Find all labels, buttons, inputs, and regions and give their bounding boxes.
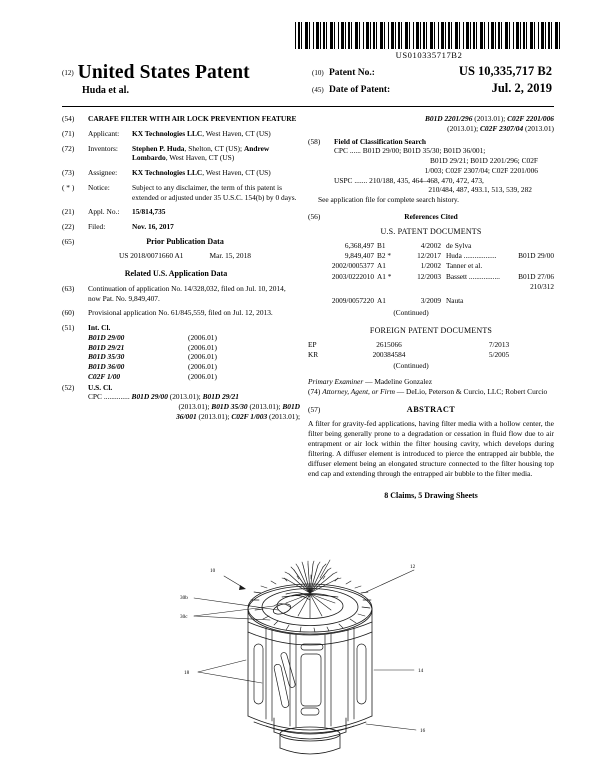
ref-subclass: 210/312: [530, 281, 554, 291]
field-of-search-heading: Field of Classification Search: [334, 136, 427, 146]
notice-label: Notice:: [88, 182, 110, 192]
int-cl-heading: Int. Cl.: [88, 323, 111, 333]
attorney-label: Attorney, Agent, or Firm: [322, 386, 395, 396]
ref-class: B01D 29/00: [518, 251, 554, 261]
cpc-code: B01D 2201/296: [424, 114, 473, 123]
field-57-abstract-heading: [308, 405, 554, 416]
cpc-code: B01D 29/00: [131, 392, 168, 402]
cpc-continuation-line-2: [308, 124, 554, 134]
code-45: (45): [312, 86, 324, 94]
ref-class: [511, 261, 554, 271]
filter-cartridge-drawing: [170, 548, 450, 778]
fos-cpc-line-2: B01D 29/21; B01D 2201/296; C02F: [430, 156, 538, 166]
inventors-label: Inventors:: [88, 143, 118, 153]
table-row: [308, 272, 554, 282]
us-cl-line-2: [88, 402, 300, 412]
barcode-image: [295, 22, 563, 49]
applicant-name: KX Technologies LLC: [132, 128, 203, 138]
int-cl-row: [88, 362, 300, 372]
ref-leader-dots: .................: [467, 271, 500, 281]
body-bottom-curve: [248, 716, 372, 730]
body-slot-angled: [273, 664, 289, 708]
references-cited-heading: References Cited: [404, 211, 458, 221]
field-code-74: (74): [308, 386, 321, 396]
ref-name: Huda ..................: [446, 251, 497, 261]
ref-kind: B2 *: [377, 251, 391, 261]
ref-name: Nauta: [446, 295, 464, 305]
ref-numeral-30b: 30b: [180, 595, 188, 601]
table-row: [308, 292, 554, 306]
date-of-patent-label: Date of Patent:: [329, 85, 391, 95]
notice-text: Subject to any disclaimer, the term of this patent is extended or adjusted under 35 U.S.C. 154(b) by 0 days.: [132, 182, 297, 202]
cpc-code: B01D: [282, 402, 300, 412]
attorney-line: [308, 387, 554, 397]
fos-uspc-label: USPC .......: [334, 175, 368, 185]
ref-kind: A1 *: [377, 271, 392, 281]
field-73-assignee: [62, 168, 300, 178]
ref-numeral-12: 12: [410, 564, 416, 570]
us-cl-line-1: [88, 392, 300, 402]
applicant-label: Applicant:: [88, 128, 120, 138]
foreign-country-code: KR: [308, 349, 319, 359]
foreign-country-code: EP: [308, 340, 317, 350]
right-column: [308, 114, 554, 501]
field-code-73: (73): [62, 168, 75, 178]
dash: —: [394, 386, 407, 396]
cpc-version: (2013.01);: [178, 402, 212, 412]
patent-title-line: [62, 62, 302, 84]
ref-numeral-18: 18: [184, 670, 190, 676]
foreign-pub-number: 2615066: [376, 340, 402, 350]
ref-date: 12/2003: [417, 271, 441, 281]
continued-marker: (Continued): [393, 361, 429, 371]
foreign-pub-date: 5/2005: [488, 349, 510, 359]
inventor-2-address: , West Haven, CT (US): [165, 153, 235, 163]
us-cl-body: [88, 392, 300, 421]
ref-number: 2002/0005377: [331, 261, 374, 271]
lead-line-30c: [194, 616, 270, 620]
body-bottom-slot: [301, 708, 319, 715]
filed-value: Nov. 16, 2017: [132, 222, 174, 232]
int-cl-code: B01D 35/30: [88, 352, 125, 362]
cpc-code: B01D 29/21: [202, 392, 239, 402]
header-divider: [62, 106, 554, 107]
claims-drawings-line: 8 Claims, 5 Drawing Sheets: [384, 490, 478, 500]
field-code-63: (63): [62, 283, 75, 293]
date-of-patent-row: [312, 81, 558, 96]
field-code-51: (51): [62, 323, 75, 333]
table-row: [308, 251, 554, 261]
ref-kind: A1: [377, 261, 386, 271]
cpc-version: (2013.01);: [267, 411, 300, 421]
prior-publication-date: Mar. 15, 2018: [209, 251, 251, 261]
lead-line-12: [366, 570, 414, 592]
field-54-title: [62, 114, 300, 124]
field-code-65: (65): [62, 236, 75, 246]
invention-title: CARAFE FILTER WITH AIR LOCK PREVENTION FEATURE: [88, 114, 297, 123]
primary-examiner-name: Madeline Gonzalez: [374, 377, 432, 386]
inventor-2-name: Andrew Lombardo: [132, 143, 270, 163]
fos-cpc-value: B01D 29/00; B01D 35/30; B01D 36/001;: [362, 146, 486, 156]
patent-number-value: US 10,335,717 B2: [458, 64, 552, 78]
ref-kind: A1: [377, 295, 386, 305]
lead-line-18: [198, 660, 246, 672]
int-cl-row: [88, 343, 300, 353]
field-code-asterisk: ( * ): [62, 182, 75, 192]
ref-class: B01D 27/06: [518, 271, 554, 281]
int-cl-code: B01D 36/00: [88, 362, 125, 372]
us-cl-heading: U.S. Cl.: [88, 382, 113, 392]
inventor-1-name: Stephen P. Huda: [132, 143, 185, 153]
applicant-address: , West Haven, CT (US): [202, 128, 271, 138]
int-cl-version: (2006.01): [188, 371, 217, 381]
int-cl-code: B01D 29/21: [88, 342, 125, 352]
cpc-version: (2013.01);: [167, 392, 203, 402]
cpc-version: (2013.01);: [447, 123, 480, 133]
body-window: [301, 654, 321, 706]
examiner-block: [308, 377, 554, 397]
continued-marker: (Continued): [393, 307, 429, 317]
fos-cpc-label: CPC ......: [334, 146, 361, 156]
fos-uspc-line-1: [334, 176, 554, 186]
appl-no-value: 15/814,735: [132, 207, 166, 217]
cpc-continuation-block: [308, 114, 554, 134]
field-code-56: (56): [308, 211, 321, 221]
masthead-right: [312, 64, 558, 98]
prior-publication-row: [88, 251, 282, 261]
us-patent-documents-heading: U.S. PATENT DOCUMENTS: [380, 226, 482, 236]
kind-code-12: (12): [62, 69, 74, 77]
foreign-patent-documents-heading: FOREIGN PATENT DOCUMENTS: [369, 325, 493, 335]
us-cl-line-3: [88, 412, 300, 422]
ref-numeral-10: 10: [210, 568, 216, 574]
table-row: [308, 241, 554, 251]
assignee-name: KX Technologies LLC: [132, 168, 203, 178]
cpc-continuation-line-1: [308, 114, 554, 124]
int-cl-version: (2006.01): [188, 352, 217, 362]
us-patent-documents-table: [308, 241, 554, 306]
field-65-prior-publication: [62, 237, 300, 263]
field-56-references-cited: [308, 212, 554, 371]
field-52-us-cl: [62, 383, 300, 422]
ref-name: Tanner et al.: [446, 261, 483, 271]
field-code-57: (57): [308, 404, 321, 414]
cpc-version: (2013.01);: [472, 114, 508, 123]
field-code-22: (22): [62, 222, 75, 232]
patent-number-label: Patent No.:: [329, 68, 375, 78]
cpc-code: B01D 35/30: [211, 402, 248, 412]
body-slot-angled: [280, 652, 296, 688]
cpc-code: C02F 2307/04: [480, 123, 524, 133]
ref-date: 1/2002: [420, 261, 441, 271]
ref-name: de Sylva: [446, 241, 472, 251]
fos-uspc-line-2: 210/484, 487, 493.1, 513, 539, 282: [428, 185, 532, 195]
attorney-value: DeLio, Peterson & Curcio, LLC; Robert Curcio: [406, 386, 548, 396]
ref-date: 3/2009: [420, 295, 441, 305]
masthead: [62, 62, 554, 104]
assignee-address: , West Haven, CT (US): [202, 168, 271, 178]
foreign-pub-date: 7/2013: [488, 340, 510, 350]
page-title: United States Patent: [77, 62, 250, 83]
table-row: [308, 261, 554, 271]
cpc-code: 36/001: [176, 411, 197, 421]
body-slot: [254, 644, 263, 704]
ref-number: 9,849,407: [344, 251, 374, 261]
field-code-60: (60): [62, 308, 75, 318]
ref-class: [511, 292, 554, 306]
inventor-shortname: Huda et al.: [82, 85, 129, 96]
base-bottom-edge: [280, 748, 340, 754]
appl-no-label: Appl. No.:: [88, 207, 120, 217]
barcode-block: [295, 22, 563, 60]
ref-numeral-30c: 30c: [180, 614, 188, 620]
ref-class: [511, 241, 554, 251]
ref-number: 6,368,497: [344, 241, 374, 251]
ref-name: Bassett .................: [446, 271, 500, 281]
foreign-pub-number: 200384584: [372, 349, 406, 359]
field-21-appl-no: [62, 207, 300, 217]
int-cl-version: (2006.01): [188, 332, 217, 342]
barcode-number: US010335717B2: [395, 50, 463, 60]
field-code-71: (71): [62, 128, 75, 138]
field-code-54: (54): [62, 114, 75, 123]
fos-see-line: See application file for complete search history.: [318, 195, 459, 205]
int-cl-code: C02F 1/00: [88, 371, 121, 381]
table-row: [308, 350, 554, 360]
dash: —: [363, 377, 375, 386]
code-10: (10): [312, 69, 324, 77]
top-cap-aperture: [272, 602, 292, 616]
continuation-text: Continuation of application No. 14/328,032, filed on Jul. 10, 2014, now Pat. No. 9,849,407.: [88, 283, 286, 303]
field-63-continuation: [62, 284, 300, 304]
table-row: [308, 282, 554, 292]
ref-date: 12/2017: [417, 251, 441, 261]
abstract-text: A filter for gravity-fed applications, having filter media with a hollow center, the filter being generally prone to a degradation or cessation in fluid flow due to air entrapment or air lock within the filter housing cavity, which develops during filtering. A diffuser element is introduced to pierce the entrapped air bubble, the diffuser element being an elongated structure connected to the filter housing top end cap and extending through the entrapped air bubble to the filter media.: [308, 418, 554, 478]
provisional-text: Provisional application No. 61/845,559, filed on Jul. 12, 2013.: [88, 308, 273, 318]
inventor-1-address: , Shelton, CT (US);: [184, 143, 243, 153]
field-code-58: (58): [308, 136, 321, 146]
assignee-label: Assignee:: [88, 168, 118, 178]
field-code-52: (52): [62, 382, 75, 392]
ref-numeral-16: 16: [420, 728, 426, 734]
lead-line-16: [366, 724, 416, 730]
fos-cpc-line-1: [334, 146, 554, 156]
field-72-inventors: [62, 144, 300, 164]
patent-drawing-figure: [170, 548, 450, 778]
primary-examiner-line: [308, 377, 554, 387]
field-code-72: (72): [62, 143, 75, 153]
filed-label: Filed:: [88, 222, 106, 232]
date-of-patent-value: Jul. 2, 2019: [491, 81, 552, 95]
int-cl-row: [88, 352, 300, 362]
cpc-version: (2013.01);: [247, 402, 283, 412]
primary-examiner-label: Primary Examiner: [308, 377, 364, 386]
masthead-left: [62, 62, 302, 96]
ref-kind: B1: [377, 241, 386, 251]
ref-numeral-14: 14: [418, 668, 424, 674]
field-notice: [62, 183, 300, 203]
left-column: [62, 114, 300, 422]
prior-publication-heading: Prior Publication Data: [146, 236, 224, 246]
ref-number: 2009/0057220: [331, 295, 374, 305]
prior-publication-number: US 2018/0071660 A1: [119, 251, 184, 261]
fos-cpc-line-3: 1/003; C02F 2307/04; C02F 2201/006: [424, 165, 538, 175]
patent-number-row: [312, 64, 558, 79]
int-cl-code: B01D 29/00: [88, 332, 125, 342]
cpc-version: (2013.01);: [196, 411, 232, 421]
ref-number: 2003/0222010: [331, 271, 374, 281]
table-row: [308, 340, 554, 350]
foreign-patent-documents-table: [308, 340, 554, 359]
cpc-code: C02F 2201/006: [507, 114, 554, 123]
fos-uspc-value: 210/188, 435, 464–468, 470, 472, 473,: [369, 175, 484, 185]
int-cl-row: [88, 372, 300, 382]
abstract-heading: ABSTRACT: [406, 404, 456, 414]
int-cl-version: (2006.01): [188, 362, 217, 372]
lead-line-upper: [320, 560, 330, 578]
field-22-filed: [62, 222, 300, 232]
int-cl-version: (2006.01): [188, 342, 217, 352]
int-cl-row: [88, 333, 300, 343]
ref-date: 4/2002: [420, 241, 441, 251]
field-51-int-cl: [62, 323, 300, 382]
field-of-search-body: [318, 146, 554, 205]
field-71-applicant: [62, 129, 300, 139]
cpc-code: C02F 1/003: [231, 411, 268, 421]
cpc-label: CPC ..............: [88, 392, 130, 402]
field-code-21: (21): [62, 207, 75, 217]
body-slot: [357, 644, 366, 704]
field-58-field-of-search: [308, 137, 554, 205]
related-application-heading: Related U.S. Application Data: [124, 269, 228, 279]
field-60-provisional: [62, 308, 300, 318]
ref-leader-dots: ..................: [461, 251, 497, 261]
cpc-version: (2013.01): [523, 123, 554, 133]
